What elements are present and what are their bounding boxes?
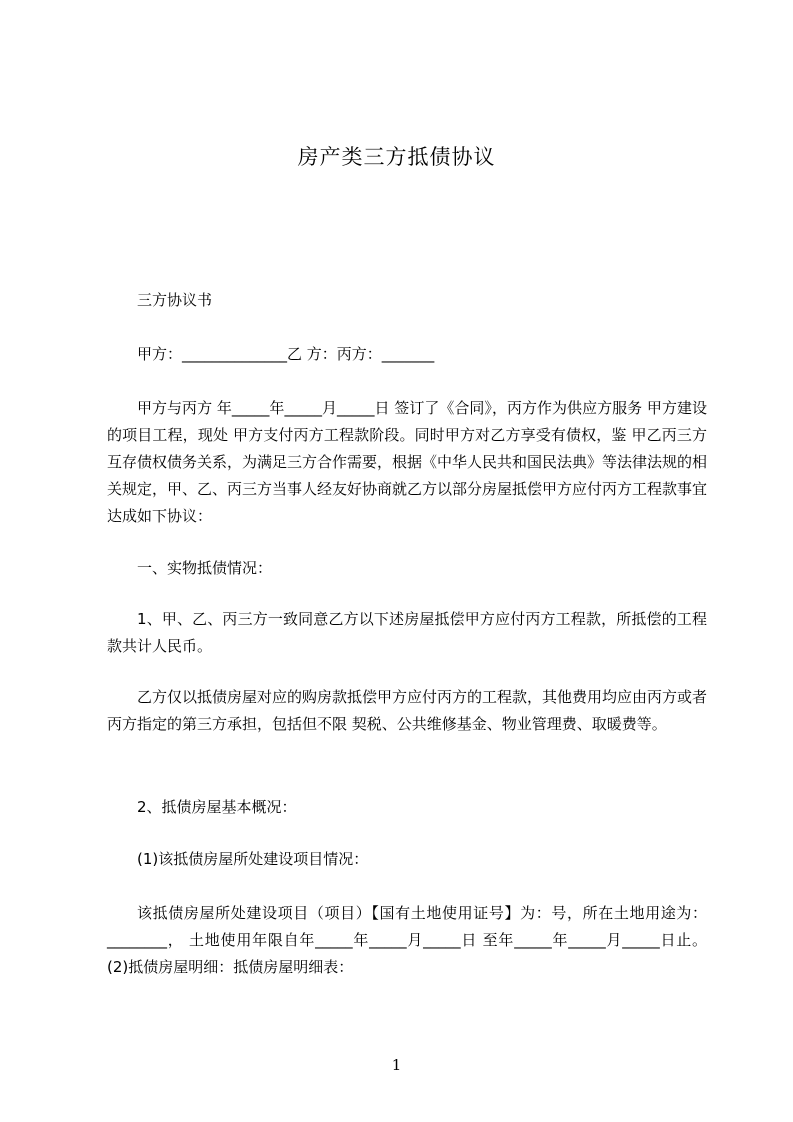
parties-line: 甲方：______________乙 方：丙方：_______ (137, 345, 435, 363)
subtitle: 三方协议书 (137, 291, 213, 309)
page-number: 1 (391, 1056, 402, 1074)
document-title: 房产类三方抵债协议 (297, 145, 496, 169)
intro-paragraph: 甲方与丙方 年_____年_____月_____日 签订了《合同》，丙方作为供应方服务 甲方建设的项目工程，现处 甲方支付丙方工程款阶段。同时甲方对乙方享受有债权，鉴 甲乙丙三方互存债权债务关系，为满足三方合作需要，根据《中华人民共和国民法典》等法律法规的相关规定，甲、乙、丙三方当事人经友好协商就乙方以部分房屋抵偿甲方应付丙方工程款事宜达成如下协议： (107, 399, 708, 525)
clause-1-note-paragraph: 乙方仅以抵债房屋对应的购房款抵偿甲方应付丙方的工程款，其他费用均应由丙方或者丙方指定的第三方承担，包括但不限 契税、公共维修基金、物业管理费、取暖费等。 (107, 688, 708, 733)
section-1-heading: 一、实物抵债情况： (137, 559, 273, 577)
clause-2-1-heading: (1)该抵债房屋所处建设项目情况： (137, 850, 369, 868)
clause-1-paragraph: 1、甲、乙、丙三方一致同意乙方以下述房屋抵偿甲方应付丙方工程款，所抵偿的工程款共计人民币。 (107, 610, 707, 655)
clause-2-heading: 2、抵债房屋基本概况： (137, 798, 297, 816)
clause-2-1-paragraph: 该抵债房屋所处建设项目（项目）【国有土地使用证号】为：号，所在土地用途为：________， 土地使用年限自年_____年_____月_____日 至年_____年_____月_____日止。(2)抵债房屋明细：抵债房屋明细表： (107, 904, 707, 976)
